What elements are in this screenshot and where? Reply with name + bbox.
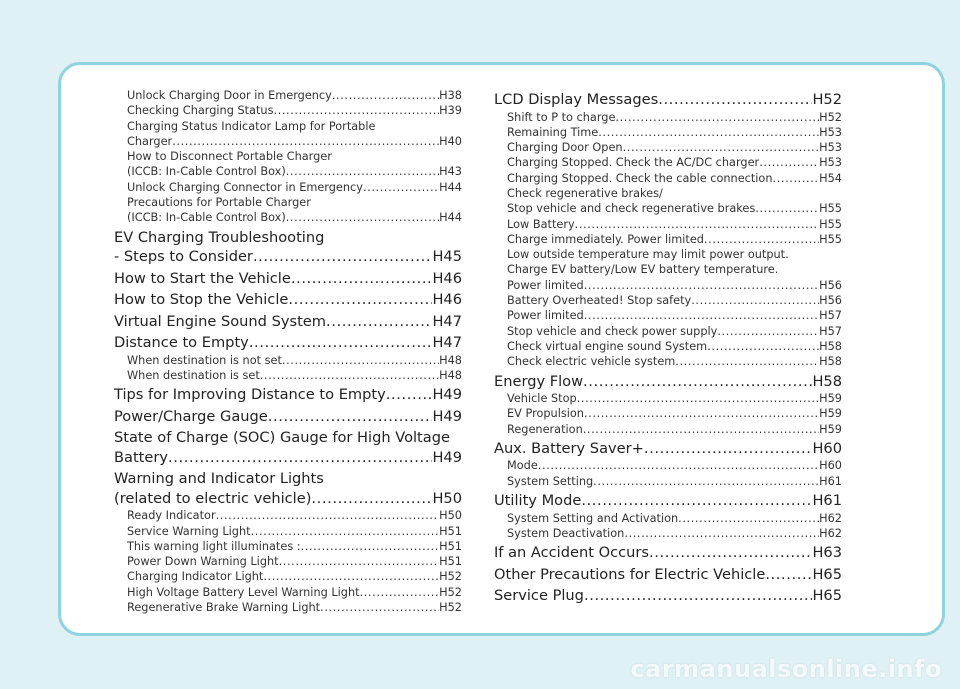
- toc-entry-title: Power limited: [507, 309, 584, 323]
- toc-entry-title: Regenerative Brake Warning Light: [127, 601, 321, 615]
- toc-subentry-power-down-warning-light[interactable]: [114, 554, 462, 569]
- site-watermark: carmanualsonline.info: [630, 655, 942, 683]
- toc-subentry-check-virtual-engine-sound-system[interactable]: [494, 339, 842, 354]
- dot-leader: [584, 278, 819, 293]
- toc-page-number: H55: [819, 202, 842, 216]
- dot-leader: [598, 125, 819, 140]
- toc-entry-row: [114, 247, 462, 267]
- dot-leader: [286, 210, 439, 225]
- toc-entry-title: Stop vehicle and check power supply: [507, 324, 718, 338]
- toc-entry-row: [114, 385, 462, 405]
- toc-entry-row: [507, 155, 842, 170]
- toc-entry-title: How to Start the Vehicle: [114, 269, 291, 287]
- toc-subentry-ready-indicator[interactable]: [114, 508, 462, 523]
- toc-page-number: H52: [819, 110, 842, 124]
- toc-entry-row: [507, 308, 842, 323]
- toc-section-state-of-charge-soc-gauge-for-high-volta[interactable]: [114, 428, 462, 467]
- toc-page-number: H52: [439, 585, 462, 599]
- toc-page-number: H51: [439, 539, 462, 553]
- toc-page-number: H58: [812, 372, 842, 390]
- toc-subentry-high-voltage-battery-level-warning-light[interactable]: [114, 585, 462, 600]
- toc-entry-row: [127, 524, 462, 539]
- toc-entry-row: [494, 543, 842, 563]
- toc-entry-row: [494, 586, 842, 606]
- toc-entry-row: [507, 391, 842, 406]
- toc-entry-title: Checking Charging Status: [127, 104, 274, 118]
- toc-page-number: H51: [439, 524, 462, 538]
- toc-page-number: H48: [439, 368, 462, 382]
- dot-leader: [581, 491, 812, 511]
- toc-entry-title-line: Charge EV battery/Low EV battery temperature.: [507, 263, 779, 277]
- toc-section-virtual-engine-sound-system[interactable]: [114, 312, 462, 332]
- toc-entry-row: [494, 565, 842, 585]
- toc-section-lcd-display-messages[interactable]: [494, 90, 842, 110]
- toc-entry-row: [127, 539, 462, 554]
- toc-page-number: H46: [432, 269, 462, 287]
- toc-page-number: H62: [819, 511, 842, 525]
- toc-page-number: H53: [819, 141, 842, 155]
- dot-leader: [649, 543, 812, 563]
- toc-subentry-regeneration[interactable]: [494, 422, 842, 437]
- toc-entry-title: Mode: [507, 459, 538, 473]
- toc-subentry-stop-vehicle-and-check-power-supply[interactable]: [494, 324, 842, 339]
- dot-leader: [675, 354, 819, 369]
- toc-entry-title: Service Warning Light: [127, 524, 251, 538]
- toc-entry-title: High Voltage Battery Level Warning Light: [127, 585, 360, 599]
- toc-page-number: H47: [432, 312, 462, 330]
- toc-page-number: H62: [819, 526, 842, 540]
- toc-entry-row: [507, 125, 842, 140]
- dot-leader: [717, 324, 819, 339]
- toc-entry-title: Other Precautions for Electric Vehicle: [494, 565, 766, 583]
- toc-entry-title: When destination is set: [127, 368, 260, 382]
- toc-entry-row: [127, 368, 462, 383]
- toc-entry-row: [507, 201, 842, 216]
- toc-page-number: H44: [439, 180, 462, 194]
- toc-section-distance-to-empty[interactable]: [114, 333, 462, 353]
- dot-leader: [765, 565, 812, 585]
- toc-entry-title: (related to electric vehicle): [114, 489, 312, 507]
- toc-subentry-low-outside-temperature-may-limit-power-[interactable]: [494, 247, 842, 293]
- dot-leader: [286, 164, 439, 179]
- toc-page-number: H58: [819, 355, 842, 369]
- toc-page-number: H61: [819, 474, 842, 488]
- toc-page-number: H60: [819, 459, 842, 473]
- toc-page-number: H43: [439, 165, 462, 179]
- toc-page-number: H51: [439, 555, 462, 569]
- toc-entry-row: [127, 569, 462, 584]
- toc-entry-title: Distance to Empty: [114, 334, 249, 352]
- toc-page-number: H63: [812, 544, 842, 562]
- toc-subentry-checking-charging-status[interactable]: [114, 103, 462, 118]
- toc-entry-row: [507, 324, 842, 339]
- toc-entry-title: Charging Stopped. Check the cable connection: [507, 171, 773, 185]
- toc-subentry-battery-overheated-stop-safety[interactable]: [494, 293, 842, 308]
- toc-subentry-charging-stopped-check-the-cable-connect[interactable]: [494, 171, 842, 186]
- toc-subentry-charging-stopped-check-the-ac-dc-charger[interactable]: [494, 155, 842, 170]
- toc-subentry-power-limited[interactable]: [494, 308, 842, 323]
- toc-entry-title: Power limited: [507, 278, 584, 292]
- toc-section-if-an-accident-occurs[interactable]: [494, 543, 842, 563]
- dot-leader: [216, 508, 440, 523]
- toc-entry-row: [127, 103, 462, 118]
- toc-section-utility-mode[interactable]: [494, 491, 842, 511]
- toc-entry-title: System Setting: [507, 474, 594, 488]
- toc-subentry-precautions-for-portable-charger[interactable]: [114, 195, 462, 226]
- toc-page-number: H65: [812, 587, 842, 605]
- toc-subentry-this-warning-light-illuminates[interactable]: [114, 539, 462, 554]
- toc-entry-row: [494, 372, 842, 392]
- toc-section-warning-and-indicator-lights[interactable]: [114, 469, 462, 508]
- dot-leader: [273, 103, 439, 118]
- toc-entry-title: System Setting and Activation: [507, 511, 679, 525]
- dot-leader: [263, 569, 439, 584]
- toc-entry-row: [127, 585, 462, 600]
- toc-subentry-system-setting[interactable]: [494, 474, 842, 489]
- toc-subentry-how-to-disconnect-portable-charger[interactable]: [114, 149, 462, 180]
- toc-entry-title: Battery: [114, 448, 169, 466]
- toc-entry-title: Power Down Warning Light: [127, 555, 279, 569]
- dot-leader: [704, 232, 819, 247]
- toc-page-number: H61: [812, 492, 842, 510]
- toc-entry-row: [114, 448, 462, 468]
- toc-entry-row: [507, 293, 842, 308]
- toc-page-number: H57: [819, 324, 842, 338]
- toc-entry-title: Low Battery: [507, 217, 575, 231]
- toc-entry-title: If an Accident Occurs: [494, 544, 649, 562]
- dot-leader: [691, 293, 819, 308]
- toc-page-number: H53: [819, 125, 842, 139]
- toc-page-number: H58: [819, 339, 842, 353]
- toc-page-number: H39: [439, 104, 462, 118]
- toc-entry-row: [507, 526, 842, 541]
- toc-page-number: H46: [432, 291, 462, 309]
- dot-leader: [624, 526, 819, 541]
- toc-page-number: H60: [812, 439, 842, 457]
- toc-subentry-unlock-charging-connector-in-emergency[interactable]: [114, 180, 462, 195]
- toc-entry-title: (ICCB: In-Cable Control Box): [127, 211, 286, 225]
- toc-entry-title: Vehicle Stop: [507, 392, 577, 406]
- dot-leader: [577, 391, 819, 406]
- dot-leader: [707, 339, 819, 354]
- toc-entry-row: [114, 333, 462, 353]
- toc-entry-title-line: Charging Status Indicator Lamp for Portable: [127, 119, 376, 133]
- toc-entry-title: Charging Door Open: [507, 141, 623, 155]
- dot-leader: [615, 110, 819, 125]
- toc-section-ev-charging-troubleshooting[interactable]: [114, 228, 462, 267]
- dot-leader: [360, 585, 440, 600]
- toc-entry-title: Aux. Battery Saver+: [494, 439, 644, 457]
- toc-entry-row: [114, 489, 462, 509]
- dot-leader: [326, 312, 432, 332]
- toc-entry-row: [507, 232, 842, 247]
- dot-leader: [168, 448, 432, 468]
- toc-section-service-plug[interactable]: [494, 586, 842, 606]
- toc-section-energy-flow[interactable]: [494, 372, 842, 392]
- toc-entry-row: [507, 511, 842, 526]
- toc-entry-title: Tips for Improving Distance to Empty: [114, 386, 386, 404]
- toc-entry-row: [507, 474, 842, 489]
- toc-page-number: H53: [819, 156, 842, 170]
- dot-leader: [311, 489, 432, 509]
- toc-page-number: H52: [812, 91, 842, 108]
- toc-entry-title: Charge immediately. Power limited: [507, 232, 704, 246]
- toc-entry-row: [127, 164, 462, 179]
- toc-entry-title: Energy Flow: [494, 372, 584, 390]
- toc-page-number: H65: [812, 565, 842, 583]
- dot-leader: [773, 171, 820, 186]
- toc-page-number: H55: [819, 217, 842, 231]
- toc-subentry-low-battery[interactable]: [494, 217, 842, 232]
- dot-leader: [644, 439, 813, 459]
- dot-leader: [678, 511, 819, 526]
- toc-section-how-to-stop-the-vehicle[interactable]: [114, 290, 462, 310]
- toc-page-number: H38: [439, 89, 462, 102]
- dot-leader: [301, 539, 440, 554]
- toc-page-number: H52: [439, 601, 462, 615]
- toc-entry-title: Shift to P to charge: [507, 110, 616, 124]
- dot-leader: [584, 586, 813, 606]
- toc-entry-row: [494, 439, 842, 459]
- dot-leader: [386, 385, 433, 405]
- toc-entry-title: Unlock Charging Connector in Emergency: [127, 180, 363, 194]
- dot-leader: [755, 201, 819, 216]
- toc-entry-row: [127, 353, 462, 368]
- dot-leader: [279, 554, 440, 569]
- toc-subentry-charge-immediately-power-limited[interactable]: [494, 232, 842, 247]
- toc-entry-title: Charger: [127, 134, 173, 148]
- toc-entry-row: [507, 217, 842, 232]
- toc-entry-row: [507, 140, 842, 155]
- toc-page-number: H54: [819, 171, 842, 185]
- toc-entry-row: [507, 422, 842, 437]
- toc-entry-title-line: EV Charging Troubleshooting: [114, 228, 325, 246]
- toc-subentry-mode[interactable]: [494, 458, 842, 473]
- dot-leader: [320, 600, 439, 615]
- toc-subentry-system-deactivation[interactable]: [494, 526, 842, 541]
- dot-leader: [282, 353, 439, 368]
- toc-entry-title: When destination is not set: [127, 353, 282, 367]
- toc-entry-title: Service Plug: [494, 587, 584, 605]
- toc-entry-row: [127, 134, 462, 149]
- toc-subentry-system-setting-and-activation[interactable]: [494, 511, 842, 526]
- toc-subentry-ev-propulsion[interactable]: [494, 406, 842, 421]
- toc-subentry-when-destination-is-set[interactable]: [114, 368, 462, 383]
- toc-subentry-charging-door-open[interactable]: [494, 140, 842, 155]
- toc-entry-row: [127, 88, 462, 103]
- toc-entry-row: [127, 180, 462, 195]
- dot-leader: [623, 140, 820, 155]
- toc-section-tips-for-improving-distance-to-empty[interactable]: [114, 385, 462, 405]
- toc-entry-title: Regeneration: [507, 422, 583, 436]
- toc-page-number: H59: [819, 422, 842, 436]
- toc-entry-title: EV Propulsion: [507, 407, 584, 421]
- dot-leader: [260, 368, 439, 383]
- toc-section-other-precautions-for-electric-vehicle[interactable]: [494, 565, 842, 585]
- toc-entry-title-line: Low outside temperature may limit power output.: [507, 248, 789, 262]
- toc-page-number: H48: [439, 353, 462, 367]
- toc-entry-row: [127, 210, 462, 225]
- dot-leader: [759, 155, 819, 170]
- toc-entry-title: How to Stop the Vehicle: [114, 291, 289, 309]
- toc-entry-title: Check electric vehicle system: [507, 355, 676, 369]
- toc-entry-row: [127, 508, 462, 523]
- toc-page-number: H59: [819, 392, 842, 406]
- dot-leader: [172, 134, 439, 149]
- toc-section-how-to-start-the-vehicle[interactable]: [114, 269, 462, 289]
- toc-entry-title: Unlock Charging Door in Emergency: [127, 89, 332, 102]
- toc-section-aux-battery-saver[interactable]: [494, 439, 842, 459]
- toc-entry-row: [507, 354, 842, 369]
- toc-subentry-check-electric-vehicle-system[interactable]: [494, 354, 842, 369]
- dot-leader: [268, 407, 433, 427]
- toc-entry-title: System Deactivation: [507, 526, 625, 540]
- toc-page-number: H50: [439, 509, 462, 523]
- toc-entry-title: Remaining Time: [507, 125, 599, 139]
- toc-page-number: H45: [432, 248, 462, 266]
- toc-subentry-when-destination-is-not-set[interactable]: [114, 353, 462, 368]
- toc-entry-title: LCD Display Messages: [494, 91, 659, 108]
- toc-subentry-regenerative-brake-warning-light[interactable]: [114, 600, 462, 615]
- toc-page-number: H49: [432, 386, 462, 404]
- dot-leader: [584, 406, 819, 421]
- toc-entry-title: Battery Overheated! Stop safety: [507, 294, 692, 308]
- toc-subentry-vehicle-stop[interactable]: [494, 391, 842, 406]
- toc-right-column: [494, 88, 842, 606]
- toc-entry-title: Power/Charge Gauge: [114, 407, 268, 425]
- dot-leader: [593, 474, 819, 489]
- toc-subentry-unlock-charging-door-in-emergency[interactable]: [114, 88, 462, 103]
- toc-entry-title: - Steps to Consider: [114, 248, 253, 266]
- toc-page-number: H49: [432, 448, 462, 466]
- toc-subentry-check-regenerative-brakes[interactable]: [494, 186, 842, 217]
- toc-entry-title-line: Precautions for Portable Charger: [127, 196, 311, 210]
- dot-leader: [583, 372, 812, 392]
- toc-entry-title: Utility Mode: [494, 492, 582, 510]
- toc-entry-title: Ready Indicator: [127, 509, 216, 523]
- dot-leader: [253, 247, 433, 267]
- toc-page-number: H56: [819, 294, 842, 308]
- dot-leader: [538, 458, 819, 473]
- toc-entry-title-line: Check regenerative brakes/: [507, 186, 663, 200]
- toc-page-number: H56: [819, 278, 842, 292]
- toc-entry-title: This warning light illuminates :: [127, 539, 301, 553]
- toc-entry-row: [507, 110, 842, 125]
- dot-leader: [251, 524, 440, 539]
- toc-subentry-charging-status-indicator-lamp-for-porta[interactable]: [114, 119, 462, 150]
- toc-entry-row: [507, 458, 842, 473]
- toc-entry-row: [494, 90, 842, 110]
- dot-leader: [332, 88, 439, 103]
- toc-subentry-charging-indicator-light[interactable]: [114, 569, 462, 584]
- toc-entry-row: [127, 600, 462, 615]
- toc-entry-title-line: State of Charge (SOC) Gauge for High Voltage: [114, 429, 450, 447]
- dot-leader: [288, 290, 432, 310]
- toc-entry-row: [507, 171, 842, 186]
- dot-leader: [249, 333, 433, 353]
- toc-entry-row: [507, 278, 842, 293]
- toc-entry-row: [507, 406, 842, 421]
- toc-page-number: H57: [819, 309, 842, 323]
- toc-entry-title-line: How to Disconnect Portable Charger: [127, 150, 332, 164]
- toc-page-number: H55: [819, 232, 842, 246]
- toc-page-number: H49: [432, 407, 462, 425]
- toc-entry-title: Check virtual engine sound System: [507, 339, 708, 353]
- dot-leader: [583, 422, 819, 437]
- toc-page-number: H52: [439, 570, 462, 584]
- toc-entry-row: [114, 290, 462, 310]
- dot-leader: [575, 217, 819, 232]
- toc-page-number: H47: [432, 334, 462, 352]
- toc-entry-row: [494, 491, 842, 511]
- toc-section-power-charge-gauge[interactable]: [114, 407, 462, 427]
- dot-leader: [291, 269, 433, 289]
- toc-entry-title: Charging Indicator Light: [127, 570, 264, 584]
- toc-entry-title: Virtual Engine Sound System: [114, 312, 326, 330]
- toc-entry-title: (ICCB: In-Cable Control Box): [127, 165, 286, 179]
- dot-leader: [363, 180, 439, 195]
- toc-page-number: H50: [432, 489, 462, 507]
- toc-subentry-shift-to-p-to-charge[interactable]: [494, 110, 842, 125]
- toc-subentry-remaining-time[interactable]: [494, 125, 842, 140]
- toc-entry-title-line: Warning and Indicator Lights: [114, 470, 324, 488]
- toc-entry-row: [114, 407, 462, 427]
- toc-entry-title: Charging Stopped. Check the AC/DC charger: [507, 156, 760, 170]
- toc-entry-row: [114, 312, 462, 332]
- dot-leader: [658, 90, 812, 110]
- toc-entry-title: Stop vehicle and check regenerative brakes: [507, 202, 756, 216]
- toc-page-number: H40: [439, 134, 462, 148]
- toc-page-number: H44: [439, 211, 462, 225]
- toc-page-number: H59: [819, 407, 842, 421]
- toc-entry-row: [114, 269, 462, 289]
- dot-leader: [584, 308, 819, 323]
- toc-left-column: [114, 88, 462, 615]
- toc-entry-row: [507, 339, 842, 354]
- toc-subentry-service-warning-light[interactable]: [114, 524, 462, 539]
- toc-entry-row: [127, 554, 462, 569]
